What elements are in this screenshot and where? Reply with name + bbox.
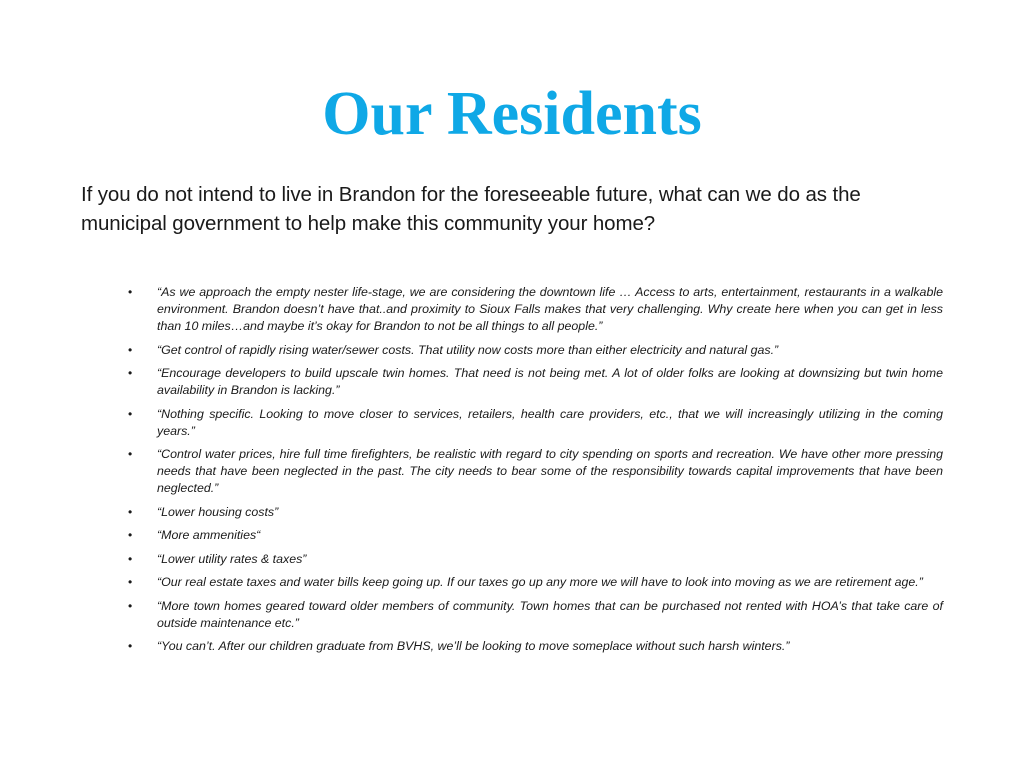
response-text: “Our real estate taxes and water bills keep going up. If our taxes go up any more we will have to look into moving as we are retirement age.” [157,575,923,589]
response-text: “Get control of rapidly rising water/sewer costs. That utility now costs more than either electricity and natural gas.” [157,342,779,357]
response-text: “As we approach the empty nester life-stage, we are considering the downtown life … Access to arts, entertainment, restaurants in a walkable environment. Brandon doesn’t have that..and proximity to Sioux Falls makes that very challenging. Why create here when you can get in less than 10 miles…and maybe it’s okay for Brandon to not be all things to all people.” [157,285,943,333]
bullet-icon: • [128,528,133,542]
response-item [128,342,943,359]
bullet-icon: • [128,639,133,653]
response-list [128,284,943,662]
bullet-icon: • [128,504,133,519]
bullet-icon: • [128,551,133,566]
response-text: “Control water prices, hire full time firefighters, be realistic with regard to city spending on sports and recreation. We have other more pressing needs that have been neglected in the past. The city needs to bear some of the responsibility towards capital improvements that have been neglected.” [157,447,943,495]
bullet-icon: • [128,406,133,421]
response-item [128,574,943,591]
bullet-icon: • [128,598,133,613]
response-item [128,638,943,655]
bullet-icon: • [128,447,133,461]
response-text: “More town homes geared toward older members of community. Town homes that can be purchased not rented with HOA’s that take care of outside maintenance etc.” [157,598,943,630]
response-item [128,446,943,497]
slide-title: Our Residents [322,80,702,148]
bullet-icon: • [128,342,133,357]
response-item [128,504,943,521]
response-item [128,551,943,568]
response-text: “Lower housing costs” [157,504,279,519]
response-text: “Nothing specific. Looking to move closer to services, retailers, health care providers, etc., that we will increasingly utilizing in the coming years.” [157,406,943,438]
response-text: “More ammenities“ [157,528,261,542]
response-text: “Encourage developers to build upscale twin homes. That need is not being met. A lot of older folks are looking at downsizing but twin home availability in Brandon is lacking.” [157,366,943,397]
response-item [128,284,943,335]
response-item [128,527,943,544]
response-item [128,598,943,632]
bullet-icon: • [128,575,133,589]
response-item [128,365,943,399]
survey-question: If you do not intend to live in Brandon for the foreseeable future, what can we do as the municipal government to help make this community your home? [81,183,861,235]
bullet-icon: • [128,366,133,380]
response-item [128,406,943,440]
response-text: “You can’t. After our children graduate from BVHS, we’ll be looking to move someplace without such harsh winters.” [157,639,790,653]
response-text: “Lower utility rates & taxes” [157,551,307,566]
bullet-icon: • [128,285,133,299]
